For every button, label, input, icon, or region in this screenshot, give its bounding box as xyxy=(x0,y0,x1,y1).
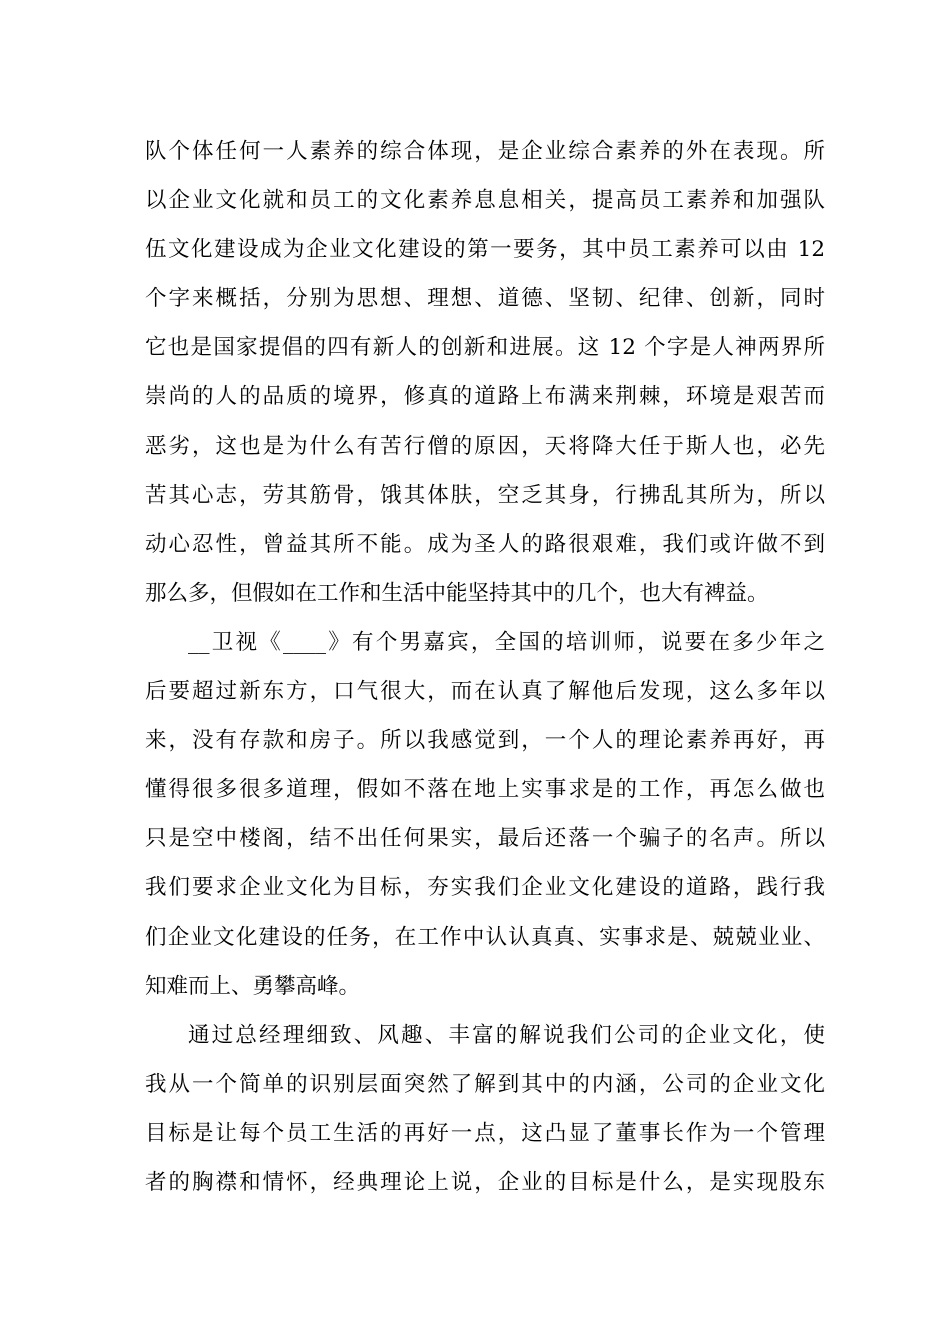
text-line: 者的胸襟和情怀，经典理论上说，企业的目标是什么，是实现股东 xyxy=(145,1169,825,1195)
text-line: 个字来概括，分别为思想、理想、道德、坚韧、纪律、创新，同时 xyxy=(145,286,825,312)
text-line: 懂得很多很多道理，假如不落在地上实事求是的工作，再怎么做也 xyxy=(145,777,825,803)
text-line: 苦其心志，劳其筋骨，饿其体肤，空乏其身，行拂乱其所为，所以 xyxy=(145,482,825,508)
text-line: 通过总经理细致、风趣、丰富的解说我们公司的企业文化，使 xyxy=(188,1022,825,1048)
text-line: 以企业文化就和员工的文化素养息息相关，提高员工素养和加强队 xyxy=(145,188,825,214)
document-body xyxy=(145,127,825,1207)
text-line: 崇尚的人的品质的境界，修真的道路上布满来荆棘，环境是艰苦而 xyxy=(145,384,825,410)
text-line: 我们要求企业文化为目标，夯实我们企业文化建设的道路，践行我 xyxy=(145,875,825,901)
text-line: 目标是让每个员工生活的再好一点，这凸显了董事长作为一个管理 xyxy=(145,1120,825,1146)
text-line: 我从一个简单的识别层面突然了解到其中的内涵，公司的企业文化 xyxy=(145,1071,825,1097)
text-line: 动心忍性，曾益其所不能。成为圣人的路很艰难，我们或许做不到 xyxy=(145,531,825,557)
text-line: 那么多，但假如在工作和生活中能坚持其中的几个，也大有裨益。 xyxy=(145,580,769,606)
text-line: 它也是国家提倡的四有新人的创新和进展。这 12 个字是人神两界所 xyxy=(145,335,825,361)
text-line: 只是空中楼阁，结不出任何果实，最后还落一个骗子的名声。所以 xyxy=(145,826,825,852)
text-line: 伍文化建设成为企业文化建设的第一要务，其中员工素养可以由 12 xyxy=(145,237,825,263)
text-line: 知难而上、勇攀高峰。 xyxy=(145,973,361,999)
text-line: __卫视《____》有个男嘉宾，全国的培训师，说要在多少年之 xyxy=(188,629,825,655)
text-line: 们企业文化建设的任务，在工作中认认真真、实事求是、兢兢业业、 xyxy=(145,924,825,950)
text-line: 后要超过新东方，口气很大，而在认真了解他后发现，这么多年以 xyxy=(145,679,825,705)
text-line: 恶劣，这也是为什么有苦行僧的原因，天将降大任于斯人也，必先 xyxy=(145,433,825,459)
text-line: 来，没有存款和房子。所以我感觉到，一个人的理论素养再好，再 xyxy=(145,728,825,754)
text-line: 队个体任何一人素养的综合体现，是企业综合素养的外在表现。所 xyxy=(145,139,825,164)
